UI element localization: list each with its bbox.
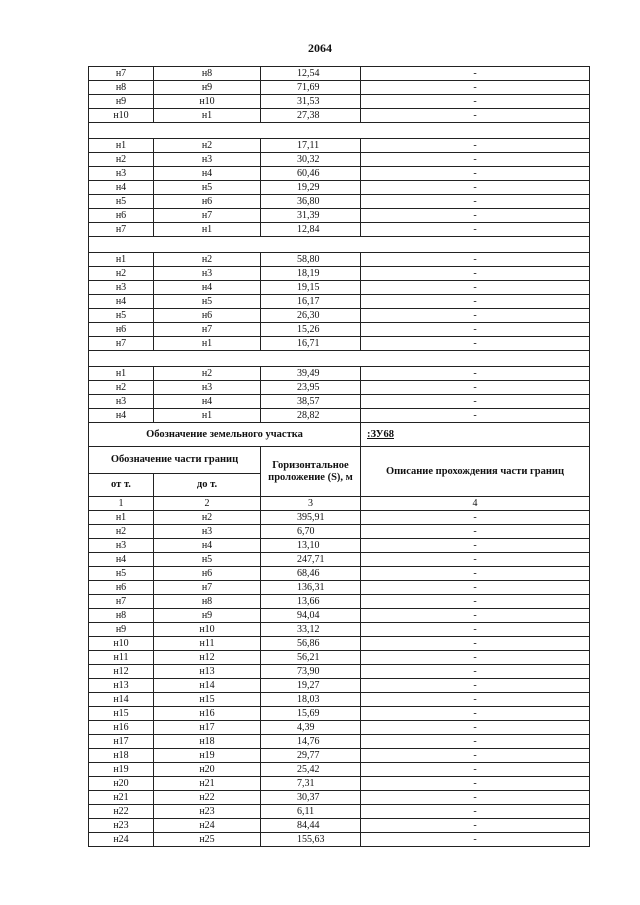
table-row — [89, 735, 590, 749]
table-row — [89, 637, 590, 651]
table-row — [89, 567, 590, 581]
point-to-cell: н23 — [154, 805, 261, 819]
table-row — [89, 139, 590, 153]
point-from-cell: н2 — [89, 525, 154, 539]
table-row — [89, 721, 590, 735]
point-to-cell: н7 — [154, 323, 261, 337]
distance-cell: 155,63 — [261, 833, 361, 847]
distance-cell: 17,11 — [261, 139, 361, 153]
header-from-label: от т. — [89, 474, 154, 497]
group-separator-cell — [89, 351, 590, 367]
point-from-cell: н10 — [89, 109, 154, 123]
table-row — [89, 337, 590, 351]
description-cell: - — [361, 139, 590, 153]
point-to-cell: н6 — [154, 195, 261, 209]
point-from-cell: н9 — [89, 623, 154, 637]
point-from-cell: н7 — [89, 595, 154, 609]
description-cell: - — [361, 67, 590, 81]
point-to-cell: н6 — [154, 309, 261, 323]
description-cell: - — [361, 595, 590, 609]
description-cell: - — [361, 195, 590, 209]
description-cell: - — [361, 281, 590, 295]
distance-cell: 12,54 — [261, 67, 361, 81]
table-row — [89, 195, 590, 209]
header-to-label: до т. — [154, 474, 261, 497]
point-from-cell: н7 — [89, 223, 154, 237]
description-cell: - — [361, 209, 590, 223]
table-row — [89, 595, 590, 609]
point-to-cell: н8 — [154, 67, 261, 81]
description-cell: - — [361, 819, 590, 833]
distance-cell: 23,95 — [261, 381, 361, 395]
table-row — [89, 511, 590, 525]
distance-cell: 15,26 — [261, 323, 361, 337]
point-from-cell: н17 — [89, 735, 154, 749]
description-cell: - — [361, 337, 590, 351]
description-cell: - — [361, 721, 590, 735]
point-from-cell: н2 — [89, 267, 154, 281]
point-from-cell: н7 — [89, 67, 154, 81]
point-from-cell: н12 — [89, 665, 154, 679]
header-part-label: Обозначение части границ — [89, 447, 261, 474]
point-to-cell: н2 — [154, 511, 261, 525]
distance-cell: 25,42 — [261, 763, 361, 777]
distance-cell: 6,11 — [261, 805, 361, 819]
distance-cell: 19,29 — [261, 181, 361, 195]
section-row — [89, 423, 590, 447]
group-separator-cell — [89, 123, 590, 139]
table-row — [89, 395, 590, 409]
description-cell: - — [361, 95, 590, 109]
point-to-cell: н17 — [154, 721, 261, 735]
description-cell: - — [361, 253, 590, 267]
table-row — [89, 651, 590, 665]
point-from-cell: н10 — [89, 637, 154, 651]
distance-cell: 16,71 — [261, 337, 361, 351]
point-to-cell: н4 — [154, 395, 261, 409]
point-to-cell: н10 — [154, 623, 261, 637]
distance-cell: 6,70 — [261, 525, 361, 539]
description-cell: - — [361, 511, 590, 525]
point-from-cell: н8 — [89, 609, 154, 623]
table-row — [89, 267, 590, 281]
section-label: Обозначение земельного участка — [89, 423, 361, 447]
table-row — [89, 67, 590, 81]
point-from-cell: н24 — [89, 833, 154, 847]
point-from-cell: н1 — [89, 511, 154, 525]
description-cell: - — [361, 381, 590, 395]
distance-cell: 27,38 — [261, 109, 361, 123]
column-number: 1 — [89, 497, 154, 511]
table-row — [89, 167, 590, 181]
distance-cell: 30,37 — [261, 791, 361, 805]
point-to-cell: н2 — [154, 367, 261, 381]
point-to-cell: н3 — [154, 153, 261, 167]
table-row — [89, 281, 590, 295]
table-row — [89, 381, 590, 395]
point-from-cell: н4 — [89, 553, 154, 567]
distance-cell: 56,21 — [261, 651, 361, 665]
point-to-cell: н14 — [154, 679, 261, 693]
table-row — [89, 707, 590, 721]
description-cell: - — [361, 637, 590, 651]
table-row — [89, 109, 590, 123]
table-row — [89, 665, 590, 679]
point-to-cell: н4 — [154, 167, 261, 181]
point-to-cell: н1 — [154, 223, 261, 237]
point-from-cell: н11 — [89, 651, 154, 665]
point-from-cell: н13 — [89, 679, 154, 693]
table-row — [89, 819, 590, 833]
table-row — [89, 749, 590, 763]
group-separator-cell — [89, 237, 590, 253]
point-to-cell: н1 — [154, 409, 261, 423]
boundary-table — [88, 66, 590, 847]
distance-cell: 7,31 — [261, 777, 361, 791]
point-from-cell: н4 — [89, 409, 154, 423]
distance-cell: 18,03 — [261, 693, 361, 707]
point-to-cell: н19 — [154, 749, 261, 763]
point-to-cell: н5 — [154, 295, 261, 309]
point-to-cell: н2 — [154, 253, 261, 267]
distance-cell: 94,04 — [261, 609, 361, 623]
table-row — [89, 777, 590, 791]
point-from-cell: н6 — [89, 209, 154, 223]
table-row — [89, 153, 590, 167]
point-from-cell: н2 — [89, 153, 154, 167]
point-from-cell: н15 — [89, 707, 154, 721]
table-row — [89, 679, 590, 693]
section-id: :ЗУ68 — [361, 423, 590, 447]
column-numbers-row — [89, 497, 590, 511]
point-to-cell: н5 — [154, 553, 261, 567]
column-number: 4 — [361, 497, 590, 511]
header-desc-label: Описание прохождения части границ — [361, 447, 590, 497]
distance-cell: 15,69 — [261, 707, 361, 721]
column-number: 3 — [261, 497, 361, 511]
description-cell: - — [361, 763, 590, 777]
point-from-cell: н14 — [89, 693, 154, 707]
point-to-cell: н25 — [154, 833, 261, 847]
table-row — [89, 223, 590, 237]
description-cell: - — [361, 525, 590, 539]
point-from-cell: н20 — [89, 777, 154, 791]
point-from-cell: н21 — [89, 791, 154, 805]
point-to-cell: н7 — [154, 581, 261, 595]
point-from-cell: н3 — [89, 395, 154, 409]
distance-cell: 395,91 — [261, 511, 361, 525]
point-to-cell: н12 — [154, 651, 261, 665]
section-header — [89, 423, 590, 511]
description-cell: - — [361, 153, 590, 167]
distance-cell: 30,32 — [261, 153, 361, 167]
description-cell: - — [361, 295, 590, 309]
point-from-cell: н18 — [89, 749, 154, 763]
description-cell: - — [361, 109, 590, 123]
point-from-cell: н9 — [89, 95, 154, 109]
table-row — [89, 791, 590, 805]
point-to-cell: н2 — [154, 139, 261, 153]
description-cell: - — [361, 693, 590, 707]
distance-cell: 56,86 — [261, 637, 361, 651]
distance-cell: 13,66 — [261, 595, 361, 609]
distance-cell: 38,57 — [261, 395, 361, 409]
point-from-cell: н3 — [89, 281, 154, 295]
point-to-cell: н1 — [154, 109, 261, 123]
table-row — [89, 209, 590, 223]
point-to-cell: н1 — [154, 337, 261, 351]
table-row — [89, 539, 590, 553]
point-from-cell: н2 — [89, 381, 154, 395]
point-from-cell: н7 — [89, 337, 154, 351]
table-row — [89, 295, 590, 309]
point-to-cell: н9 — [154, 609, 261, 623]
description-cell: - — [361, 167, 590, 181]
point-to-cell: н3 — [154, 525, 261, 539]
point-to-cell: н13 — [154, 665, 261, 679]
distance-cell: 247,71 — [261, 553, 361, 567]
description-cell: - — [361, 833, 590, 847]
group-separator-row — [89, 351, 590, 367]
point-from-cell: н5 — [89, 567, 154, 581]
table-row — [89, 323, 590, 337]
distance-cell: 18,19 — [261, 267, 361, 281]
point-to-cell: н8 — [154, 595, 261, 609]
distance-cell: 19,15 — [261, 281, 361, 295]
description-cell: - — [361, 553, 590, 567]
table-row — [89, 81, 590, 95]
description-cell: - — [361, 323, 590, 337]
table-row — [89, 525, 590, 539]
point-from-cell: н8 — [89, 81, 154, 95]
header-row-1 — [89, 447, 590, 474]
description-cell: - — [361, 679, 590, 693]
table-row — [89, 805, 590, 819]
point-to-cell: н4 — [154, 281, 261, 295]
distance-cell: 73,90 — [261, 665, 361, 679]
distance-cell: 28,82 — [261, 409, 361, 423]
distance-cell: 58,80 — [261, 253, 361, 267]
point-to-cell: н9 — [154, 81, 261, 95]
distance-cell: 31,53 — [261, 95, 361, 109]
distance-cell: 19,27 — [261, 679, 361, 693]
table-row — [89, 581, 590, 595]
point-from-cell: н5 — [89, 309, 154, 323]
description-cell: - — [361, 567, 590, 581]
point-from-cell: н23 — [89, 819, 154, 833]
description-cell: - — [361, 651, 590, 665]
distance-cell: 136,31 — [261, 581, 361, 595]
point-from-cell: н1 — [89, 139, 154, 153]
distance-cell: 12,84 — [261, 223, 361, 237]
table-row — [89, 309, 590, 323]
distance-cell: 14,76 — [261, 735, 361, 749]
distance-cell: 16,17 — [261, 295, 361, 309]
top-segments — [89, 67, 590, 423]
table-row — [89, 763, 590, 777]
point-to-cell: н18 — [154, 735, 261, 749]
distance-cell: 60,46 — [261, 167, 361, 181]
distance-cell: 26,30 — [261, 309, 361, 323]
point-to-cell: н21 — [154, 777, 261, 791]
description-cell: - — [361, 623, 590, 637]
point-to-cell: н5 — [154, 181, 261, 195]
description-cell: - — [361, 539, 590, 553]
point-to-cell: н4 — [154, 539, 261, 553]
table-row — [89, 95, 590, 109]
point-from-cell: н5 — [89, 195, 154, 209]
table-row — [89, 553, 590, 567]
table-row — [89, 609, 590, 623]
table-row — [89, 623, 590, 637]
distance-cell: 13,10 — [261, 539, 361, 553]
distance-cell: 29,77 — [261, 749, 361, 763]
description-cell: - — [361, 409, 590, 423]
point-to-cell: н11 — [154, 637, 261, 651]
distance-cell: 84,44 — [261, 819, 361, 833]
point-from-cell: н1 — [89, 367, 154, 381]
distance-cell: 36,80 — [261, 195, 361, 209]
distance-cell: 71,69 — [261, 81, 361, 95]
point-to-cell: н20 — [154, 763, 261, 777]
column-number: 2 — [154, 497, 261, 511]
table-row — [89, 409, 590, 423]
description-cell: - — [361, 81, 590, 95]
point-from-cell: н3 — [89, 167, 154, 181]
description-cell: - — [361, 581, 590, 595]
table-row — [89, 181, 590, 195]
description-cell: - — [361, 395, 590, 409]
distance-cell: 39,49 — [261, 367, 361, 381]
description-cell: - — [361, 181, 590, 195]
description-cell: - — [361, 805, 590, 819]
description-cell: - — [361, 309, 590, 323]
description-cell: - — [361, 223, 590, 237]
point-to-cell: н15 — [154, 693, 261, 707]
description-cell: - — [361, 609, 590, 623]
description-cell: - — [361, 665, 590, 679]
point-to-cell: н22 — [154, 791, 261, 805]
description-cell: - — [361, 791, 590, 805]
point-to-cell: н10 — [154, 95, 261, 109]
main-segments — [89, 511, 590, 847]
page-number: 2064 — [308, 41, 332, 55]
table-row — [89, 693, 590, 707]
point-from-cell: н16 — [89, 721, 154, 735]
table-row — [89, 833, 590, 847]
distance-cell: 31,39 — [261, 209, 361, 223]
description-cell: - — [361, 777, 590, 791]
point-from-cell: н1 — [89, 253, 154, 267]
table-row — [89, 367, 590, 381]
point-from-cell: н22 — [89, 805, 154, 819]
point-to-cell: н24 — [154, 819, 261, 833]
point-from-cell: н19 — [89, 763, 154, 777]
point-to-cell: н7 — [154, 209, 261, 223]
point-from-cell: н6 — [89, 581, 154, 595]
group-separator-row — [89, 237, 590, 253]
point-from-cell: н4 — [89, 181, 154, 195]
group-separator-row — [89, 123, 590, 139]
point-to-cell: н6 — [154, 567, 261, 581]
distance-cell: 68,46 — [261, 567, 361, 581]
point-from-cell: н6 — [89, 323, 154, 337]
point-from-cell: н3 — [89, 539, 154, 553]
point-from-cell: н4 — [89, 295, 154, 309]
description-cell: - — [361, 749, 590, 763]
description-cell: - — [361, 735, 590, 749]
description-cell: - — [361, 367, 590, 381]
point-to-cell: н16 — [154, 707, 261, 721]
point-to-cell: н3 — [154, 381, 261, 395]
distance-cell: 4,39 — [261, 721, 361, 735]
point-to-cell: н3 — [154, 267, 261, 281]
distance-cell: 33,12 — [261, 623, 361, 637]
table-row — [89, 253, 590, 267]
description-cell: - — [361, 707, 590, 721]
header-dist-label: Горизонтальное проложение (S), м — [261, 447, 361, 497]
description-cell: - — [361, 267, 590, 281]
